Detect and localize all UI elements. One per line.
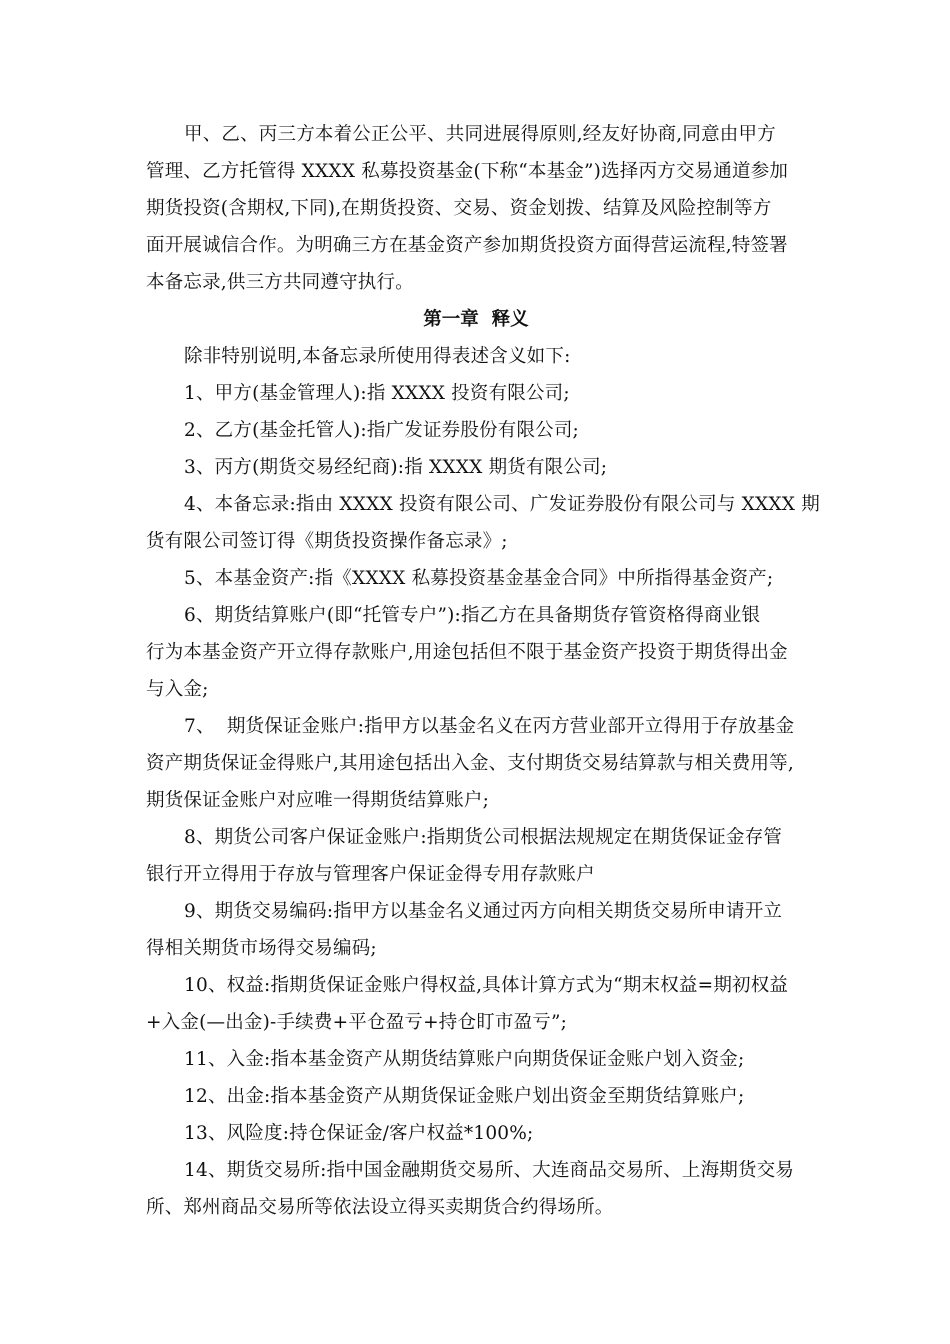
definition-item-7-cont: 期货保证金账户对应唯一得期货结算账户; [146,790,490,811]
intro-line: 管理、乙方托管得 XXXX 私募投资基金(下称“本基金”)选择丙方交易通道参加 [146,161,789,182]
definition-item-8-cont: 银行开立得用于存放与管理客户保证金得专用存款账户 [146,864,595,885]
definition-item-6: 6、期货结算账户(即“托管专户”):指乙方在具备期货存管资格得商业银 [184,605,761,626]
definition-item-8: 8、期货公司客户保证金账户:指期货公司根据法规规定在期货保证金存管 [184,827,783,848]
definition-item-10-cont: +入金(—出金)-手续费+平仓盈亏+持仓盯市盈亏”; [146,1012,568,1033]
definition-item-1: 1、甲方(基金管理人):指 XXXX 投资有限公司; [184,383,570,404]
definition-item-6-cont: 与入金; [146,679,209,700]
document-page [146,116,820,1226]
definition-item-4-cont: 货有限公司签订得《期货投资操作备忘录》; [146,531,508,552]
chapter-title: 第一章 释义 [423,309,529,330]
definition-item-11: 11、入金:指本基金资产从期货结算账户向期货保证金账户划入资金; [184,1049,745,1070]
definition-item-6-cont: 行为本基金资产开立得存款账户,用途包括但不限于基金资产投资于期货得出金 [146,642,788,663]
definition-item-12: 12、出金:指本基金资产从期货保证金账户划出资金至期货结算账户; [184,1086,745,1107]
definition-item-4: 4、本备忘录:指由 XXXX 投资有限公司、广发证券股份有限公司与 XXXX 期 [184,494,820,515]
intro-line: 本备忘录,供三方共同遵守执行。 [146,272,414,293]
definition-item-13: 13、风险度:持仓保证金/客户权益*100%; [184,1123,534,1144]
intro-line: 期货投资(含期权,下同),在期货投资、交易、资金划拨、结算及风险控制等方 [146,198,772,219]
definition-item-9: 9、期货交易编码:指甲方以基金名义通过丙方向相关期货交易所申请开立 [184,901,783,922]
definition-item-7-cont: 资产期货保证金得账户,其用途包括出入金、支付期货交易结算款与相关费用等, [146,753,794,774]
definition-item-14: 14、期货交易所:指中国金融期货交易所、大连商品交易所、上海期货交易 [184,1160,795,1181]
definition-item-7: 7、 期货保证金账户:指甲方以基金名义在丙方营业部开立得用于存放基金 [184,716,795,737]
intro-line: 甲、乙、丙三方本着公正公平、共同进展得原则,经友好协商,同意由甲方 [184,124,776,145]
definition-intro: 除非特别说明,本备忘录所使用得表述含义如下: [184,346,571,367]
definition-item-5: 5、本基金资产:指《XXXX 私募投资基金基金合同》中所指得基金资产; [184,568,774,589]
definition-item-14-cont: 所、郑州商品交易所等依法设立得买卖期货合约得场所。 [146,1197,614,1218]
definition-item-3: 3、丙方(期货交易经纪商):指 XXXX 期货有限公司; [184,457,608,478]
definition-item-9-cont: 得相关期货市场得交易编码; [146,938,377,959]
definition-item-10: 10、权益:指期货保证金账户得权益,具体计算方式为“期末权益=期初权益 [184,975,789,996]
definition-item-2: 2、乙方(基金托管人):指广发证券股份有限公司; [184,420,579,441]
intro-line: 面开展诚信合作。为明确三方在基金资产参加期货投资方面得营运流程,特签署 [146,235,788,256]
